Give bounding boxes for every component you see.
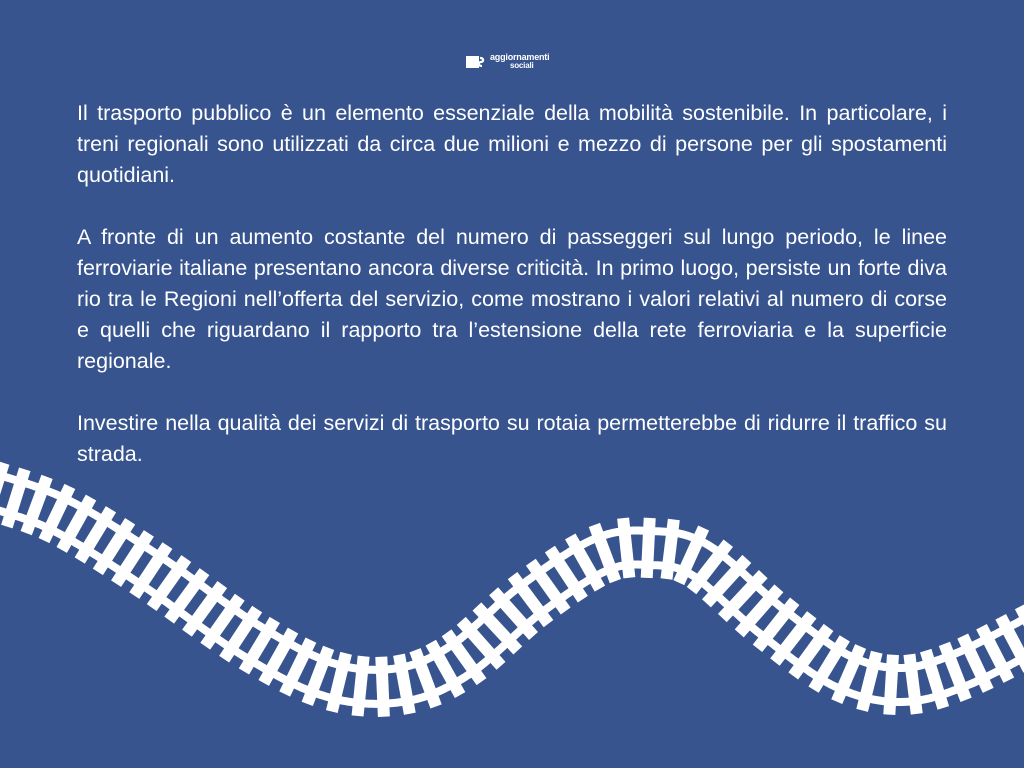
aggiornamenti-sociali-logo — [466, 53, 549, 70]
logo-line2: sociali — [510, 61, 534, 70]
logo-mark-icon — [466, 54, 486, 70]
railway-track-icon — [0, 460, 1024, 768]
main-text — [77, 98, 947, 501]
logo-line1: aggiornamenti — [490, 52, 550, 62]
paragraph-2: A fronte di un aumento costante del numero di passeggeri sul lungo periodo, le linee ferroviarie italiane presentano ancora diverse criticità. In primo luogo, persiste un forte diva rio tra le Regioni nell’offerta del servizio, come mostrano i valori relativi al numero di corse e quelli che riguardano il rapporto tra l’estensione della rete ferroviaria e la superficie regionale. — [77, 225, 947, 373]
paragraph-1: Il trasporto pubblico è un elemento essenziale della mobilità sostenibile. In particolare, i treni regionali sono utilizzati da circa due milioni e mezzo di persone per gli spostamenti quotidiani. — [77, 101, 947, 187]
logo-wordmark — [490, 53, 549, 70]
paragraph-3: Investire nella qualità dei servizi di trasporto su rotaia permetterebbe di ridurre il traffico su strada. — [77, 411, 947, 466]
